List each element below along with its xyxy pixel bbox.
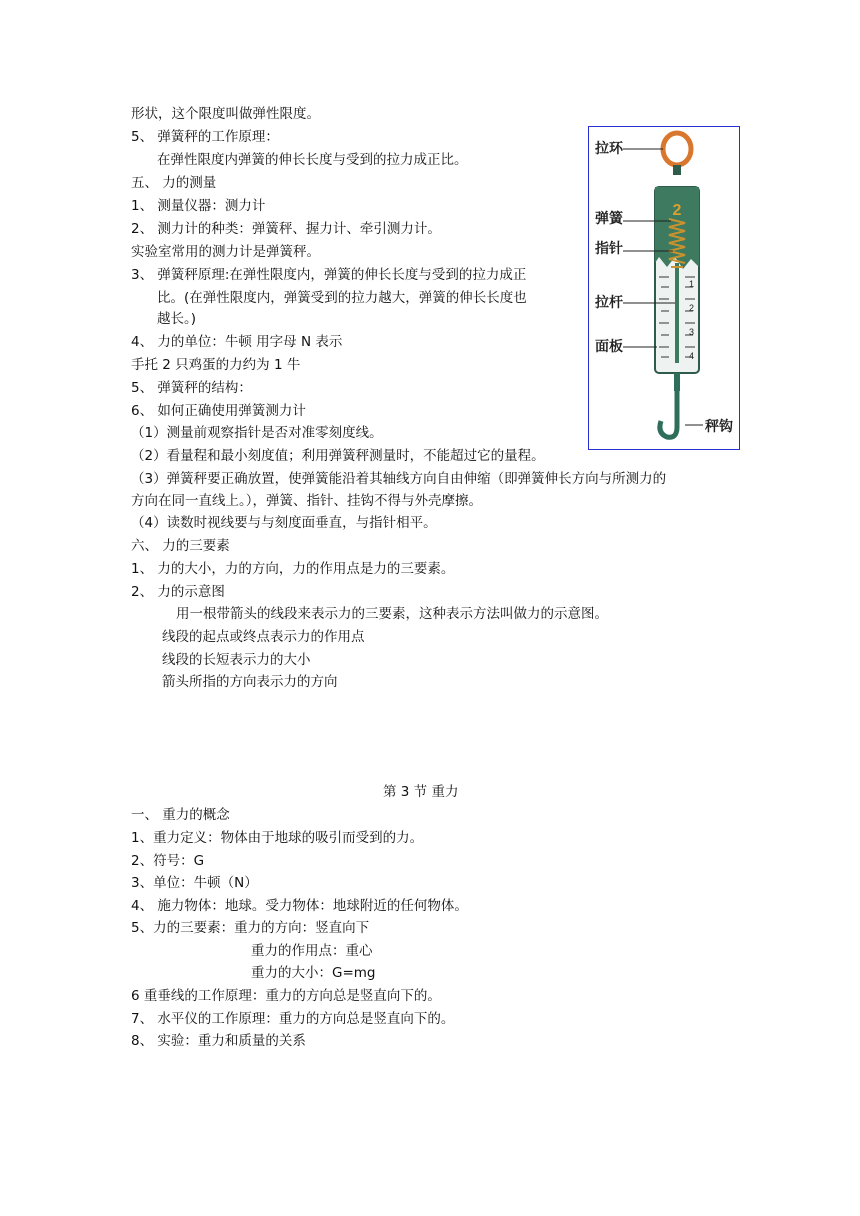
scale-number: 3 bbox=[689, 327, 695, 337]
text-line: 4、 力的单位：牛顿 用字母 N 表示 bbox=[131, 334, 343, 350]
text-line: 手托 2 只鸡蛋的力约为 1 牛 bbox=[131, 357, 301, 373]
text-line: 1、 力的大小，力的方向，力的作用点是力的三要素。 bbox=[131, 561, 455, 577]
scale-number: 2 bbox=[689, 303, 695, 313]
text-line: 7、 水平仪的工作原理：重力的方向总是竖直向下的。 bbox=[131, 1011, 455, 1027]
text-line: 8、 实验：重力和质量的关系 bbox=[131, 1033, 306, 1049]
text-line: 比。(在弹性限度内，弹簧受到的拉力越大，弹簧的伸长长度也 bbox=[157, 290, 527, 306]
text-line: 5、 弹簧秤的工作原理： bbox=[131, 129, 279, 145]
text-line: 1、 测量仪器：测力计 bbox=[131, 198, 266, 214]
text-line: （2）看量程和最小刻度值；利用弹簧秤测量时，不能超过它的量程。 bbox=[131, 448, 545, 464]
hook-stem-shape bbox=[674, 373, 680, 391]
text-line: 形状，这个限度叫做弹性限度。 bbox=[131, 106, 320, 122]
text-line: 1、重力定义：物体由于地球的吸引而受到的力。 bbox=[131, 830, 424, 846]
scale-number: 4 bbox=[689, 351, 695, 361]
text-line: 重力的作用点：重心 bbox=[251, 943, 373, 959]
pull-ring-shape bbox=[663, 133, 691, 165]
text-line: 5、力的三要素：重力的方向：竖直向下 bbox=[131, 920, 370, 936]
text-line: 2、符号：G bbox=[131, 853, 205, 869]
text-line: 方向在同一直线上。），弹簧、指针、挂钩不得与外壳摩擦。 bbox=[131, 493, 482, 509]
text-line: 2、 力的示意图 bbox=[131, 584, 225, 600]
pull-rod-shape bbox=[675, 263, 679, 363]
text-line: 3、 弹簧秤原理:在弹性限度内，弹簧的伸长长度与受到的拉力成正 bbox=[131, 267, 527, 283]
text-line: 2、 测力计的种类：弹簧秤、握力计、牵引测力计。 bbox=[131, 221, 441, 237]
label-hook: 秤钩 bbox=[705, 419, 733, 435]
text-line: 越长。) bbox=[157, 311, 197, 327]
section-heading: 五、 力的测量 bbox=[131, 175, 217, 191]
text-line: 箭头所指的方向表示力的方向 bbox=[162, 674, 338, 690]
text-line: 3、单位：牛顿（N） bbox=[131, 875, 258, 891]
label-pull-rod: 拉杆 bbox=[595, 295, 623, 311]
scale-number: 1 bbox=[689, 279, 695, 289]
text-line: 6 重垂线的工作原理：重力的方向总是竖直向下的。 bbox=[131, 988, 441, 1004]
section-title: 第 3 节 重力 bbox=[383, 784, 459, 800]
label-spring: 弹簧 bbox=[595, 211, 623, 227]
text-line: 5、 弹簧秤的结构： bbox=[131, 380, 252, 396]
text-line: （4）读数时视线要与与刻度面垂直，与指针相平。 bbox=[131, 515, 437, 531]
ring-connector-shape bbox=[673, 165, 681, 175]
spring-scale-diagram bbox=[588, 126, 740, 450]
text-line: 重力的大小：G=mg bbox=[251, 965, 376, 981]
text-line: 4、 施力物体：地球。受力物体：地球附近的任何物体。 bbox=[131, 898, 468, 914]
label-pointer: 指针 bbox=[595, 241, 623, 257]
label-panel: 面板 bbox=[595, 339, 623, 355]
text-line: 在弹性限度内弹簧的伸长长度与受到的拉力成正比。 bbox=[157, 152, 468, 168]
spring-number: 2 bbox=[672, 202, 682, 219]
section-heading: 六、 力的三要素 bbox=[131, 538, 230, 554]
text-line: 实验室常用的测力计是弹簧秤。 bbox=[131, 244, 320, 260]
text-line: （3）弹簧秤要正确放置，使弹簧能沿着其轴线方向自由伸缩（即弹簧伸长方向与所测力的 bbox=[131, 471, 667, 487]
text-line: （1）测量前观察指针是否对准零刻度线。 bbox=[131, 425, 383, 441]
label-pull-ring: 拉环 bbox=[595, 141, 623, 157]
text-line: 线段的长短表示力的大小 bbox=[162, 652, 311, 668]
text-line: 用一根带箭头的线段来表示力的三要素，这种表示方法叫做力的示意图。 bbox=[176, 606, 608, 622]
spring-scale-drawing bbox=[589, 127, 739, 449]
hook-shape bbox=[660, 389, 677, 437]
section-heading: 一、 重力的概念 bbox=[131, 807, 230, 823]
text-line: 6、 如何正确使用弹簧测力计 bbox=[131, 403, 306, 419]
text-line: 线段的起点或终点表示力的作用点 bbox=[162, 629, 365, 645]
